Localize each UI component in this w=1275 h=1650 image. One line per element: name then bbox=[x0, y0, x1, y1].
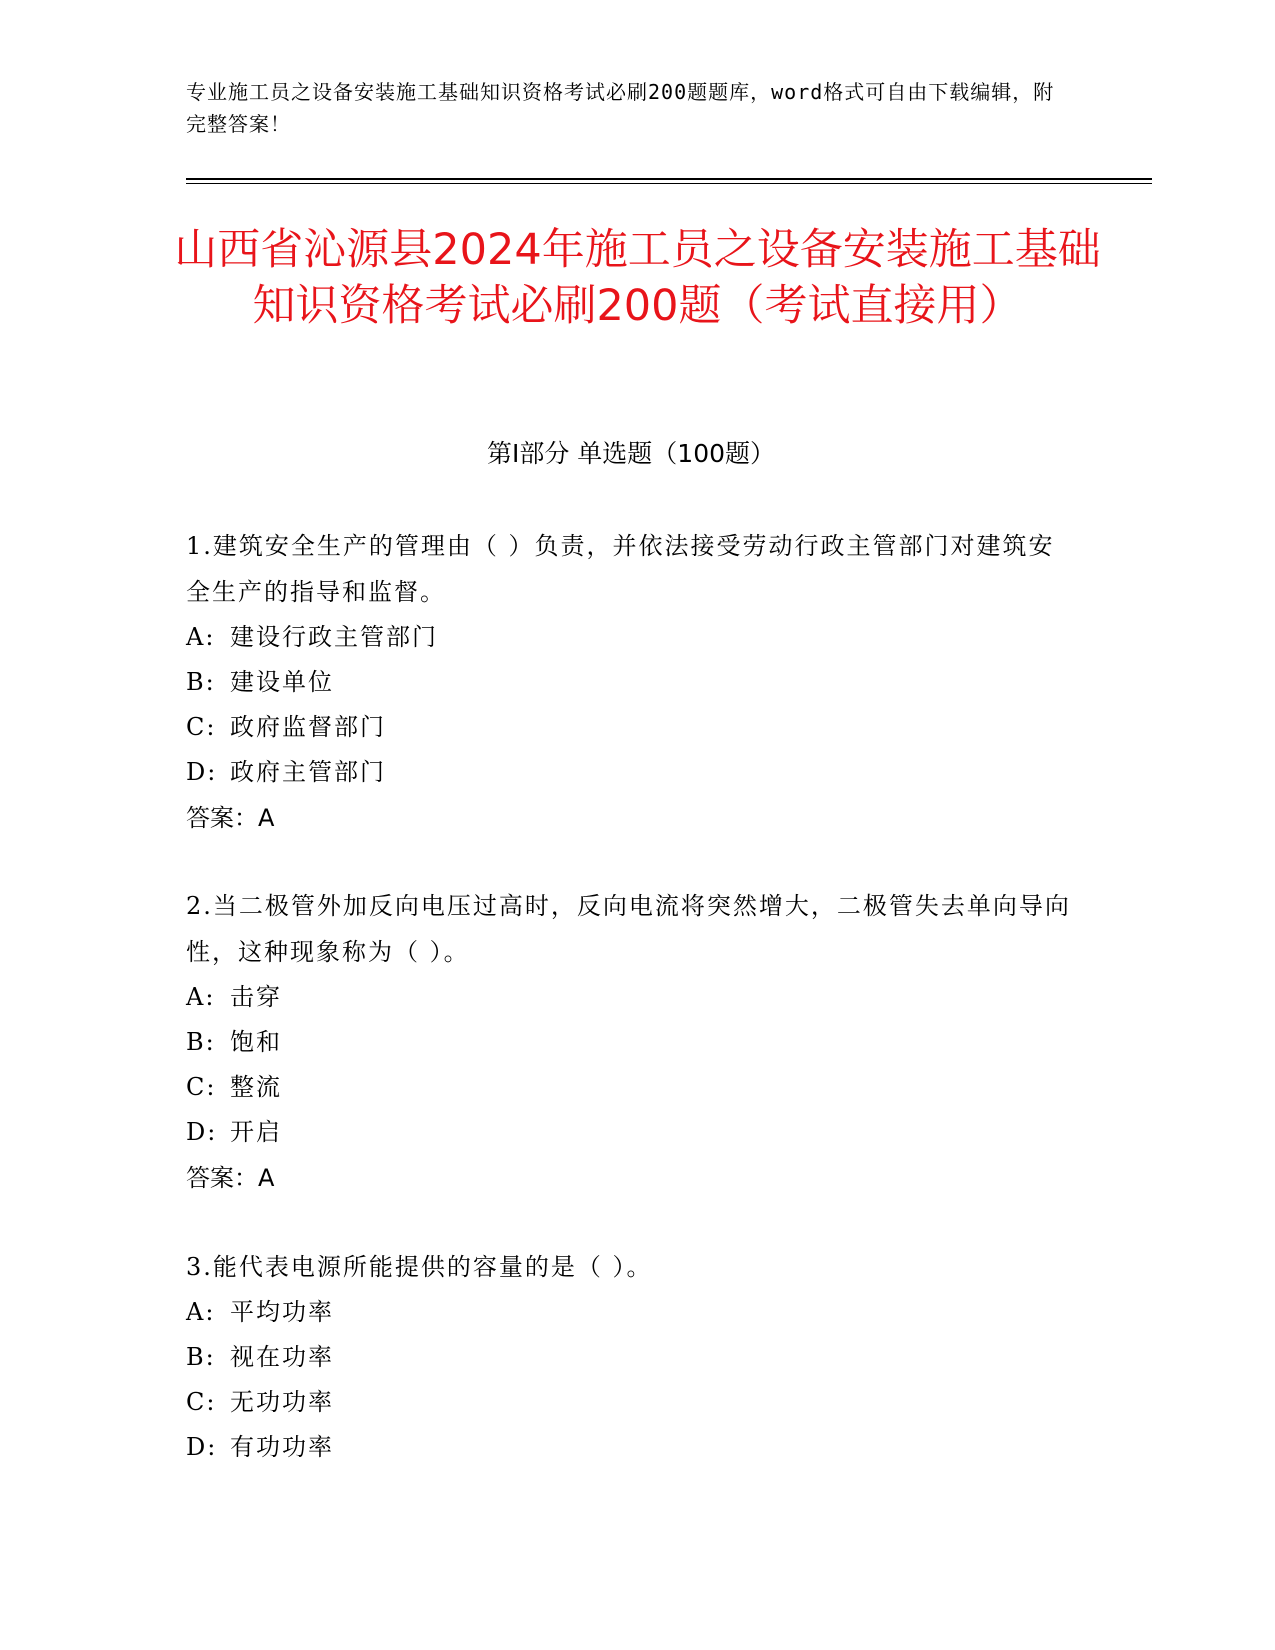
option-text: 开启 bbox=[230, 1118, 282, 1146]
header-divider-thick bbox=[186, 178, 1152, 180]
answer-line: 答案：A bbox=[186, 1164, 275, 1192]
option-key: A: bbox=[186, 1298, 216, 1326]
option-key: D: bbox=[186, 758, 218, 786]
option-key: B: bbox=[186, 1028, 216, 1056]
option-b bbox=[186, 1020, 1076, 1065]
option-text: 平均功率 bbox=[230, 1298, 334, 1326]
option-key: A: bbox=[186, 983, 216, 1011]
option-key: B: bbox=[186, 1343, 216, 1371]
option-text: 饱和 bbox=[230, 1028, 282, 1056]
option-d bbox=[186, 750, 1076, 795]
option-a bbox=[186, 1290, 1076, 1335]
header-note: 专业施工员之设备安装施工基础知识资格考试必刷200题题库，word格式可自由下载编辑，附完整答案！ bbox=[186, 80, 1055, 136]
option-d bbox=[186, 1425, 1076, 1470]
option-key: D: bbox=[186, 1118, 218, 1146]
option-key: C: bbox=[186, 1073, 217, 1101]
option-text: 政府监督部门 bbox=[230, 713, 386, 741]
option-c bbox=[186, 1380, 1076, 1425]
option-c bbox=[186, 1065, 1076, 1110]
option-a bbox=[186, 975, 1076, 1020]
option-key: D: bbox=[186, 1433, 218, 1461]
option-text: 无功功率 bbox=[230, 1388, 334, 1416]
option-text: 建设行政主管部门 bbox=[230, 623, 438, 651]
question-2 bbox=[186, 883, 1076, 1201]
option-b bbox=[186, 1335, 1076, 1380]
option-key: C: bbox=[186, 713, 217, 741]
section-heading: 第I部分 单选题（100题） bbox=[486, 439, 776, 468]
question-stem: 2.当二极管外加反向电压过高时，反向电流将突然增大，二极管失去单向导向性，这种现象称为（ ）。 bbox=[186, 892, 1071, 966]
question-3 bbox=[186, 1244, 1076, 1470]
option-text: 整流 bbox=[230, 1073, 282, 1101]
page-title: 山西省沁源县2024年施工员之设备安装施工基础知识资格考试必刷200题（考试直接用） bbox=[174, 225, 1101, 331]
option-text: 视在功率 bbox=[230, 1343, 334, 1371]
option-key: B: bbox=[186, 668, 216, 696]
option-key: A: bbox=[186, 623, 216, 651]
option-d bbox=[186, 1110, 1076, 1155]
option-text: 击穿 bbox=[230, 983, 282, 1011]
option-b bbox=[186, 660, 1076, 705]
option-c bbox=[186, 705, 1076, 750]
question-stem: 3.能代表电源所能提供的容量的是（ ）。 bbox=[186, 1253, 653, 1281]
option-a bbox=[186, 615, 1076, 660]
question-stem: 1.建筑安全生产的管理由（ ）负责，并依法接受劳动行政主管部门对建筑安全生产的指导和监督。 bbox=[186, 532, 1055, 606]
header-divider-thin bbox=[186, 183, 1152, 184]
option-text: 有功功率 bbox=[230, 1433, 334, 1461]
question-1 bbox=[186, 523, 1076, 841]
option-text: 政府主管部门 bbox=[230, 758, 386, 786]
option-text: 建设单位 bbox=[230, 668, 334, 696]
answer-line: 答案：A bbox=[186, 804, 275, 832]
option-key: C: bbox=[186, 1388, 217, 1416]
